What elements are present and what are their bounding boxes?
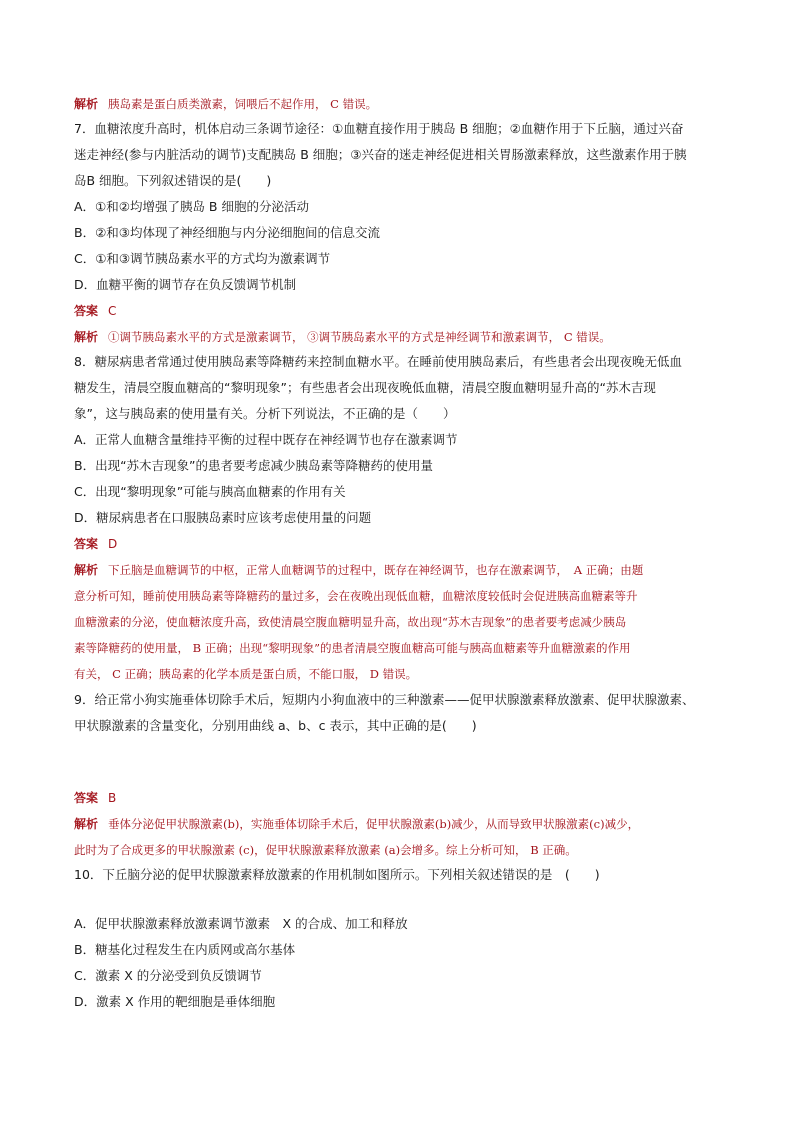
q10-option-a: A．促甲状腺激素释放激素调节激素 X 的合成、加工和释放 bbox=[74, 916, 408, 931]
q8-option-a: A．正常人血糖含量维持平衡的过程中既存在神经调节也存在激素调节 bbox=[74, 432, 458, 447]
q9-stem-line-2: 甲状腺激素的含量变化，分别用曲线 a、b、c 表示，其中正确的是( ) bbox=[74, 718, 477, 733]
q8-analysis-line-1 bbox=[74, 562, 740, 578]
q7-option-d: D．血糖平衡的调节存在负反馈调节机制 bbox=[74, 277, 297, 292]
q9-analysis-text-1: 垂体分泌促甲状腺激素(b)，实施垂体切除手术后，促甲状腺激素(b)减少，从而导致甲状腺激素(c)减少， bbox=[108, 817, 640, 831]
q7-option-a: A．①和②均增强了胰岛 B 细胞的分泌活动 bbox=[74, 199, 309, 214]
q6-analysis bbox=[74, 96, 740, 112]
q7-analysis bbox=[74, 329, 740, 345]
q10-stem: 10．下丘脑分泌的促甲状腺激素释放激素的作用机制如图所示。下列相关叙述错误的是 ( ) bbox=[74, 867, 600, 882]
analysis-label: 解析 bbox=[74, 330, 99, 344]
q7-stem-line-1: 7．血糖浓度升高时，机体启动三条调节途径：①血糖直接作用于胰岛 B 细胞；②血糖作用于下丘脑，通过兴奋 bbox=[74, 121, 684, 136]
q7-stem-line-2: 迷走神经(参与内脏活动的调节)支配胰岛 B 细胞；③兴奋的迷走神经促进相关胃肠激素释放，这些激素作用于胰 bbox=[74, 147, 687, 162]
q9-answer bbox=[74, 790, 740, 806]
q8-analysis-text-1: 下丘脑是血糖调节的中枢，正常人血糖调节的过程中，既存在神经调节，也存在激素调节， A 正确；由题 bbox=[108, 563, 644, 577]
analysis-label: 解析 bbox=[74, 817, 99, 831]
q8-option-c: C．出现“黎明现象”可能与胰高血糖素的作用有关 bbox=[74, 484, 346, 499]
analysis-label: 解析 bbox=[74, 97, 99, 111]
q9-analysis-line-2: 此时为了合成更多的甲状腺激素 (c)，促甲状腺激素释放激素 (a)会增多。综上分析可知， B 正确。 bbox=[74, 843, 577, 857]
q8-answer bbox=[74, 536, 740, 552]
answer-label: 答案 bbox=[74, 791, 99, 805]
q9-answer-value: B bbox=[108, 791, 117, 805]
q8-stem-line-1: 8．糖尿病患者常通过使用胰岛素等降糖药来控制血糖水平。在睡前使用胰岛素后，有些患者会出现夜晚无低血 bbox=[74, 354, 682, 369]
q8-analysis-line-2: 意分析可知，睡前使用胰岛素等降糖药的量过多，会在夜晚出现低血糖，血糖浓度较低时会促进胰高血糖素等升 bbox=[74, 589, 638, 603]
q10-option-c: C．激素 X 的分泌受到负反馈调节 bbox=[74, 968, 262, 983]
q9-stem-line-1: 9．给正常小狗实施垂体切除手术后，短期内小狗血液中的三种激素——促甲状腺激素释放激素、促甲状腺激素、 bbox=[74, 692, 695, 707]
q8-analysis-line-5: 有关， C 正确；胰岛素的化学本质是蛋白质，不能口服， D 错误。 bbox=[74, 667, 418, 681]
q6-analysis-text: 胰岛素是蛋白质类激素，饲喂后不起作用， C 错误。 bbox=[108, 97, 378, 111]
q8-stem-line-2: 糖发生，清晨空腹血糖高的“黎明现象”；有些患者会出现夜晚低血糖，清晨空腹血糖明显升高的“苏木吉现 bbox=[74, 380, 656, 395]
q7-answer bbox=[74, 303, 740, 319]
q8-stem-line-3: 象”，这与胰岛素的使用量有关。分析下列说法，不正确的是（ ） bbox=[74, 406, 456, 421]
q8-analysis-line-3: 血糖激素的分泌，使血糖浓度升高，致使清晨空腹血糖明显升高，故出现“苏木吉现象”的患者要考虑减少胰岛 bbox=[74, 615, 627, 629]
q10-option-b: B．糖基化过程发生在内质网或高尔基体 bbox=[74, 942, 296, 957]
q7-stem-line-3: 岛B 细胞。下列叙述错误的是( ) bbox=[74, 173, 272, 188]
answer-label: 答案 bbox=[74, 304, 99, 318]
q8-analysis-line-4: 素等降糖药的使用量， B 正确；出现“黎明现象”的患者清晨空腹血糖高可能与胰高血糖素等升血糖激素的作用 bbox=[74, 641, 631, 655]
q8-option-b: B．出现“苏木吉现象”的患者要考虑减少胰岛素等降糖药的使用量 bbox=[74, 458, 434, 473]
q7-analysis-text: ①调节胰岛素水平的方式是激素调节， ③调节胰岛素水平的方式是神经调节和激素调节， C 错误。 bbox=[108, 330, 611, 344]
answer-label: 答案 bbox=[74, 537, 99, 551]
q9-analysis-line-1 bbox=[74, 816, 740, 832]
q8-option-d: D．糖尿病患者在口服胰岛素时应该考虑使用量的问题 bbox=[74, 510, 372, 525]
q8-answer-value: D bbox=[108, 537, 118, 551]
q7-option-b: B．②和③均体现了神经细胞与内分泌细胞间的信息交流 bbox=[74, 225, 380, 240]
analysis-label: 解析 bbox=[74, 563, 99, 577]
q10-option-d: D．激素 X 作用的靶细胞是垂体细胞 bbox=[74, 994, 276, 1009]
q7-answer-value: C bbox=[108, 304, 117, 318]
q7-option-c: C．①和③调节胰岛素水平的方式均为激素调节 bbox=[74, 251, 331, 266]
